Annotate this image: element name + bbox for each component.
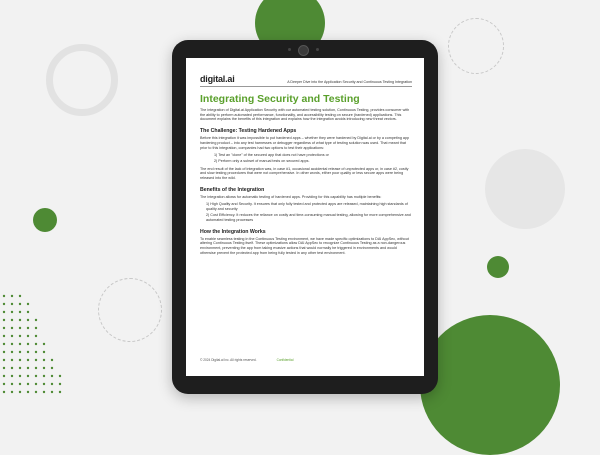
how-heading: How the Integration Works [200,228,266,235]
list-item: 2) Cost Efficiency. It reduces the reliance on costly and time-consuming manual testing, allowing for more comprehensive and automated testing processes [206,213,411,223]
challenge-heading: The Challenge: Testing Hardened Apps [200,128,297,135]
list-item: 2) Perform only a subset of manual tests on secured apps. [214,158,310,163]
challenge-paragraph: Before this integration it was impossible to put hardened apps – whether they were hardened by Digital.ai or by a competing app hardening product – into any test harnesses or debugger regardless of what type of testing solution was used. That meant that prior to this integration, companies had two options to test their applications: [200,136,410,150]
deco-circle-right-small [487,256,509,278]
deco-dot-grid-left [0,290,70,400]
deco-circle-right-large [485,149,565,229]
challenge-options-list [214,153,412,163]
benefits-list [200,202,412,222]
footer-copyright: © 2024 Digital.ai Inc. All rights reserved. [200,358,257,362]
how-paragraph: To enable seamless testing in the Continuous Testing environment, we have made specific optimizations to DAI AppSec, without altering Continuous Testing itself. These optimizations allow DAI AppSec to recognize Continuous Testing as a non-dangerous environment, preventing the app from taking evasive actions that would normally be triggered in environments and would otherwise prevent the protected app from being fully tested in any other test environment. [200,236,409,255]
sensor-dot [316,48,319,51]
intro-paragraph: The integration of Digital.ai Application Security with our automated testing solution, Continuous Testing, provides consumer with the ability to perform automated performance, functionality, and accessibility testing on secure (hardened) applications. This document explains the benefits of this integration and explains how the integration avoids introducing new threat vectors. [200,108,410,122]
deco-dashed-circle-bottomleft [98,278,162,342]
deco-dashed-circle-topright [448,18,504,74]
benefits-heading: Benefits of the Integration [200,186,265,193]
header-subtitle: A Deeper Dive into the Application Security and Continuous Testing Integration [287,80,412,84]
deco-circle-left [33,208,57,232]
tablet-screen [186,58,424,376]
footer-confidential: Confidential [276,358,294,362]
tablet-device [172,40,438,394]
benefits-intro-paragraph: The integration allows for automatic testing of hardened apps. Providing for this capability has multiple benefits: [200,194,382,199]
document-title: Integrating Security and Testing [200,93,360,105]
document-page [200,74,412,259]
header-divider [200,86,412,87]
deco-ring-left [46,44,118,116]
deco-circle-bottomright [420,315,560,455]
list-item: 1) Test an "clone" of the secured app that does not have protections or [214,153,329,158]
document-header [200,74,412,84]
list-item: 1) High Quality and Security. It ensures that only fully tested and protected apps are released, maintaining high standards of quality and security [206,202,408,212]
sensor-dot [288,48,291,51]
camera-icon [298,45,309,56]
brand-logo: digital.ai [200,74,235,84]
challenge-result-paragraph: The end result of the lack of integration was, in case #1, occasional accidental release of unprotected apps or, in case #2, costly and slow testing procedures that were not comprehensive. In other words, either poor quality or less secure apps were being released into the wild. [200,166,409,181]
document-footer [200,358,412,362]
